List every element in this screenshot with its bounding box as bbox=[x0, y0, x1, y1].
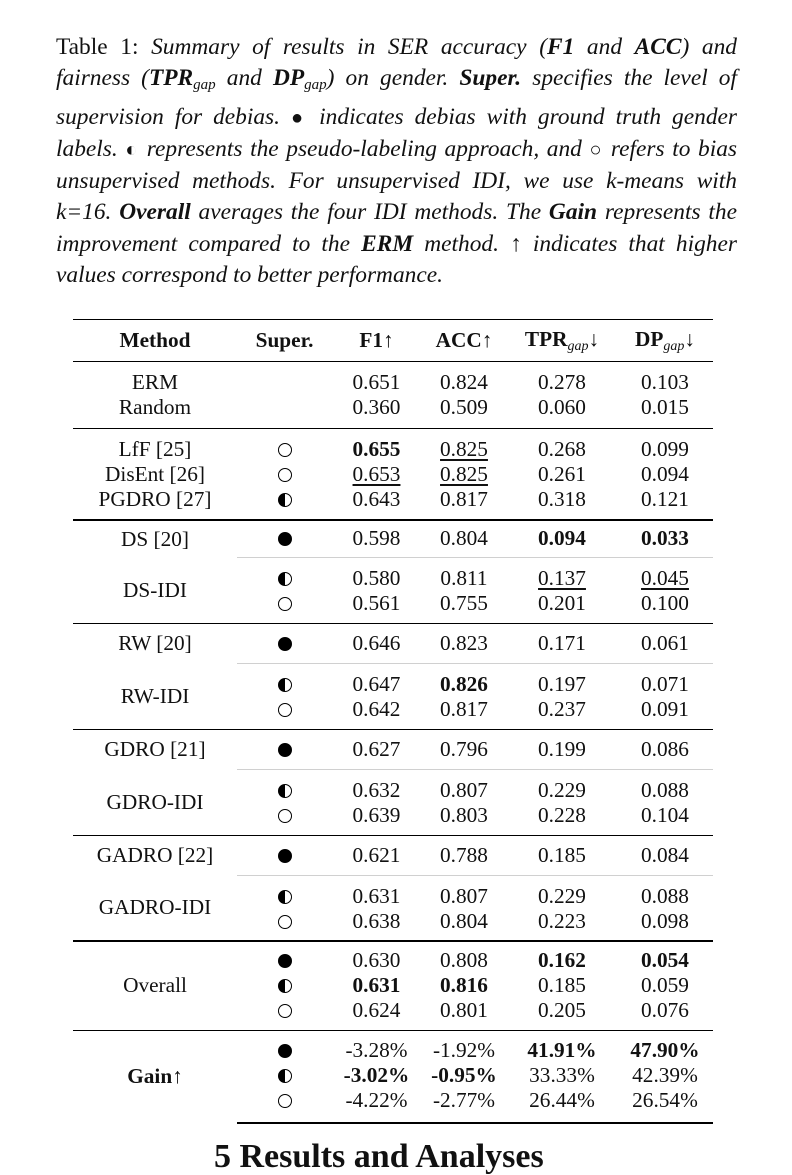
header-dp bbox=[617, 320, 713, 362]
tpr-cell: 0.205 bbox=[538, 997, 586, 1022]
dp-cell: 47.90% bbox=[617, 1031, 713, 1063]
empty-circle-icon bbox=[278, 443, 292, 457]
tpr-cell: 0.094 bbox=[507, 520, 617, 558]
empty-circle-icon bbox=[278, 703, 292, 717]
caption-text: Summary of results in SER accuracy ( bbox=[151, 34, 547, 60]
caption-text: ) on gender. bbox=[326, 65, 460, 92]
dp-cell: 0.015 bbox=[641, 394, 689, 419]
empty-circle-icon bbox=[278, 1094, 292, 1108]
f1-cell: 0.630 bbox=[332, 941, 421, 973]
table-caption bbox=[56, 32, 737, 291]
header-tpr bbox=[507, 320, 617, 362]
table-row bbox=[73, 876, 713, 909]
dp-cell: 0.099 bbox=[617, 429, 713, 462]
tpr-cell: 0.185 bbox=[507, 836, 617, 876]
f1-cell: 0.627 bbox=[332, 730, 421, 770]
method-cell: GADRO-IDI bbox=[98, 895, 212, 919]
full-circle-icon bbox=[278, 532, 292, 546]
caption-erm: ERM bbox=[361, 230, 414, 257]
caption-text: specifies the level of supervision for debias. bbox=[56, 65, 737, 130]
caption-subscript: gap bbox=[193, 77, 216, 94]
tpr-cell: 0.237 bbox=[538, 696, 586, 721]
table-row bbox=[73, 520, 713, 558]
tpr-cell: 0.137 bbox=[507, 558, 617, 591]
caption-text: refers to bias unsupervised methods. For unsupervised IDI, we use k-means with k=16. bbox=[56, 135, 738, 226]
f1-cell: 0.631 bbox=[352, 972, 401, 997]
empty-circle-icon bbox=[278, 809, 292, 823]
method-cell: Overall bbox=[73, 941, 237, 1031]
caption-gain: Gain bbox=[548, 199, 598, 226]
header-super: Super. bbox=[237, 320, 332, 362]
method-cell: PGDRO [27] bbox=[98, 486, 212, 511]
tpr-cell: 0.229 bbox=[507, 770, 617, 803]
f1-cell: 0.646 bbox=[332, 624, 421, 664]
method-cell: LfF [25] bbox=[73, 429, 237, 462]
tpr-cell: 0.318 bbox=[538, 486, 586, 511]
tpr-cell: 0.162 bbox=[507, 941, 617, 973]
tpr-cell: 0.228 bbox=[538, 802, 586, 827]
dp-cell: 26.54% bbox=[617, 1088, 713, 1123]
table-row bbox=[73, 362, 713, 395]
acc-cell: 0.823 bbox=[421, 624, 507, 664]
results-table bbox=[73, 319, 713, 1124]
dp-cell: 42.39% bbox=[632, 1062, 698, 1087]
tpr-cell: 0.278 bbox=[538, 369, 586, 394]
f1-cell: 0.580 bbox=[332, 558, 421, 591]
half-circle-icon bbox=[278, 678, 292, 692]
header-tpr-sub: gap bbox=[567, 338, 589, 354]
dp-cell: 0.103 bbox=[641, 369, 689, 394]
header-f1: F1↑ bbox=[332, 320, 421, 362]
tpr-cell: 0.171 bbox=[507, 624, 617, 664]
acc-cell: 0.755 bbox=[440, 590, 488, 615]
acc-cell: -0.95% bbox=[431, 1062, 497, 1087]
acc-cell: 0.817 bbox=[440, 486, 488, 511]
header-row bbox=[73, 320, 713, 362]
method-cell: DS [20] bbox=[73, 520, 237, 558]
dp-cell: 0.098 bbox=[641, 908, 689, 933]
header-method: Method bbox=[73, 320, 237, 362]
table-row bbox=[73, 836, 713, 876]
tpr-cell: 0.223 bbox=[538, 908, 586, 933]
acc-cell: 0.788 bbox=[421, 836, 507, 876]
caption-text: averages the four IDI methods. The bbox=[190, 199, 549, 226]
f1-cell: 0.638 bbox=[352, 908, 401, 933]
caption-text: represents the improvement compared to the bbox=[56, 199, 737, 257]
header-acc: ACC↑ bbox=[421, 320, 507, 362]
caption-f1: F1 bbox=[546, 34, 575, 60]
method-cell: Random bbox=[118, 394, 192, 419]
tpr-cell: 0.201 bbox=[538, 590, 586, 615]
dp-cell: 0.054 bbox=[617, 941, 713, 973]
f1-cell: 0.631 bbox=[332, 876, 421, 909]
full-circle-icon bbox=[278, 637, 292, 651]
dp-cell: 0.088 bbox=[617, 876, 713, 909]
dp-cell: 0.084 bbox=[617, 836, 713, 876]
dp-cell: 0.045 bbox=[617, 558, 713, 591]
acc-cell: 0.811 bbox=[421, 558, 507, 591]
dp-cell: 0.104 bbox=[641, 802, 689, 827]
f1-cell: 0.561 bbox=[352, 590, 401, 615]
acc-cell: 0.817 bbox=[440, 696, 488, 721]
caption-overall: Overall bbox=[119, 199, 191, 226]
caption-text: method. ↑ indicates that higher values correspond to better performance. bbox=[56, 230, 737, 289]
table-row bbox=[73, 941, 713, 973]
tpr-cell: 41.91% bbox=[507, 1031, 617, 1063]
acc-cell: 0.509 bbox=[440, 394, 488, 419]
dp-cell: 0.086 bbox=[617, 730, 713, 770]
dp-cell: 0.094 bbox=[641, 461, 689, 486]
method-cell: DS-IDI bbox=[123, 577, 187, 602]
method-cell: DisEnt [26] bbox=[105, 461, 205, 486]
table-row bbox=[73, 395, 713, 429]
acc-cell: -2.77% bbox=[421, 1088, 507, 1123]
dp-cell: 0.121 bbox=[641, 486, 689, 511]
tpr-cell: 26.44% bbox=[507, 1088, 617, 1123]
acc-cell: 0.808 bbox=[421, 941, 507, 973]
caption-super: Super. bbox=[459, 65, 522, 92]
dp-cell: 0.088 bbox=[617, 770, 713, 803]
tpr-cell: 0.268 bbox=[507, 429, 617, 462]
acc-cell: 0.824 bbox=[440, 369, 488, 394]
down-arrow-icon: ↓ bbox=[684, 326, 696, 351]
caption-tpr: TPR bbox=[148, 65, 194, 92]
tpr-cell: 0.261 bbox=[538, 461, 586, 486]
half-circle-icon bbox=[278, 572, 292, 586]
down-arrow-icon: ↓ bbox=[588, 326, 600, 351]
acc-cell: 0.807 bbox=[421, 876, 507, 909]
caption-text: and bbox=[574, 34, 635, 60]
caption-label: Table 1: bbox=[56, 34, 152, 60]
caption-text: ) and fairness ( bbox=[56, 34, 737, 92]
acc-cell: 0.816 bbox=[440, 972, 488, 997]
tpr-cell: 0.185 bbox=[538, 972, 586, 997]
tpr-cell: 0.060 bbox=[538, 394, 586, 419]
full-circle-icon bbox=[278, 954, 292, 968]
header-tpr-label: TPR bbox=[524, 326, 568, 351]
caption-subscript: gap bbox=[304, 77, 327, 94]
full-circle-icon bbox=[278, 849, 292, 863]
acc-cell: 0.796 bbox=[421, 730, 507, 770]
half-circle-icon bbox=[278, 890, 292, 904]
f1-cell: 0.647 bbox=[332, 664, 421, 697]
dp-cell: 0.071 bbox=[617, 664, 713, 697]
table-row bbox=[73, 770, 713, 803]
half-circle-icon bbox=[278, 784, 292, 798]
f1-cell: 0.632 bbox=[332, 770, 421, 803]
method-cell: ERM bbox=[131, 369, 179, 394]
table-row bbox=[73, 1031, 713, 1063]
full-circle-icon bbox=[278, 743, 292, 757]
dp-cell: 0.033 bbox=[617, 520, 713, 558]
table-row bbox=[73, 730, 713, 770]
acc-cell: 0.826 bbox=[421, 664, 507, 697]
tpr-cell: 0.197 bbox=[507, 664, 617, 697]
method-cell: Gain↑ bbox=[73, 1031, 237, 1123]
half-circle-icon bbox=[278, 493, 292, 507]
empty-circle-icon bbox=[278, 468, 292, 482]
acc-cell: 0.804 bbox=[440, 908, 488, 933]
header-dp-sub: gap bbox=[663, 338, 685, 354]
f1-cell: -3.28% bbox=[332, 1031, 421, 1063]
method-cell: RW-IDI bbox=[120, 683, 190, 708]
f1-cell: 0.655 bbox=[332, 429, 421, 462]
acc-cell: 0.807 bbox=[421, 770, 507, 803]
acc-cell: 0.825 bbox=[440, 461, 488, 486]
f1-cell: 0.598 bbox=[332, 520, 421, 558]
half-circle-icon bbox=[278, 979, 292, 993]
half-circle-icon: ◐ bbox=[125, 138, 140, 161]
f1-cell: 0.653 bbox=[352, 461, 401, 486]
full-circle-icon: ● bbox=[290, 106, 309, 129]
f1-cell: 0.651 bbox=[352, 369, 401, 394]
f1-cell: 0.624 bbox=[352, 997, 401, 1022]
acc-cell: -1.92% bbox=[421, 1031, 507, 1063]
f1-cell: 0.643 bbox=[352, 486, 401, 511]
method-cell: GDRO [21] bbox=[73, 730, 237, 770]
acc-cell: 0.804 bbox=[421, 520, 507, 558]
empty-circle-icon bbox=[278, 1004, 292, 1018]
method-cell: GDRO-IDI bbox=[106, 789, 204, 814]
tpr-cell: 0.199 bbox=[507, 730, 617, 770]
dp-cell: 0.061 bbox=[617, 624, 713, 664]
dp-cell: 0.059 bbox=[641, 972, 689, 997]
header-dp-label: DP bbox=[634, 326, 664, 351]
f1-cell: -4.22% bbox=[332, 1088, 421, 1123]
tpr-cell: 33.33% bbox=[529, 1062, 595, 1087]
empty-circle-icon bbox=[278, 597, 292, 611]
f1-cell: -3.02% bbox=[343, 1062, 410, 1087]
caption-dp: DP bbox=[272, 65, 305, 92]
table-row bbox=[73, 624, 713, 664]
table-row bbox=[73, 487, 713, 520]
f1-cell: 0.360 bbox=[352, 394, 401, 419]
empty-circle-icon bbox=[278, 915, 292, 929]
dp-cell: 0.100 bbox=[641, 590, 689, 615]
caption-acc: ACC bbox=[634, 34, 682, 60]
table-row bbox=[73, 429, 713, 462]
table-row bbox=[73, 664, 713, 697]
tpr-cell: 0.229 bbox=[507, 876, 617, 909]
f1-cell: 0.639 bbox=[352, 802, 401, 827]
empty-circle-icon: ○ bbox=[589, 138, 604, 161]
half-circle-icon bbox=[278, 1069, 292, 1083]
caption-text: and bbox=[215, 65, 273, 92]
section-heading: 5 Results and Analyses bbox=[214, 1138, 544, 1175]
dp-cell: 0.076 bbox=[641, 997, 689, 1022]
acc-cell: 0.801 bbox=[440, 997, 488, 1022]
f1-cell: 0.642 bbox=[352, 696, 401, 721]
dp-cell: 0.091 bbox=[641, 696, 689, 721]
method-cell: RW [20] bbox=[73, 624, 237, 664]
table-row bbox=[73, 558, 713, 591]
acc-cell: 0.803 bbox=[440, 802, 488, 827]
full-circle-icon bbox=[278, 1044, 292, 1058]
acc-cell: 0.825 bbox=[421, 429, 507, 462]
caption-text: indicates debias with ground truth gender labels. bbox=[56, 103, 737, 162]
caption-text: represents the pseudo-labeling approach, and bbox=[139, 135, 590, 162]
f1-cell: 0.621 bbox=[332, 836, 421, 876]
method-cell: GADRO [22] bbox=[73, 836, 237, 876]
table-row bbox=[73, 462, 713, 487]
